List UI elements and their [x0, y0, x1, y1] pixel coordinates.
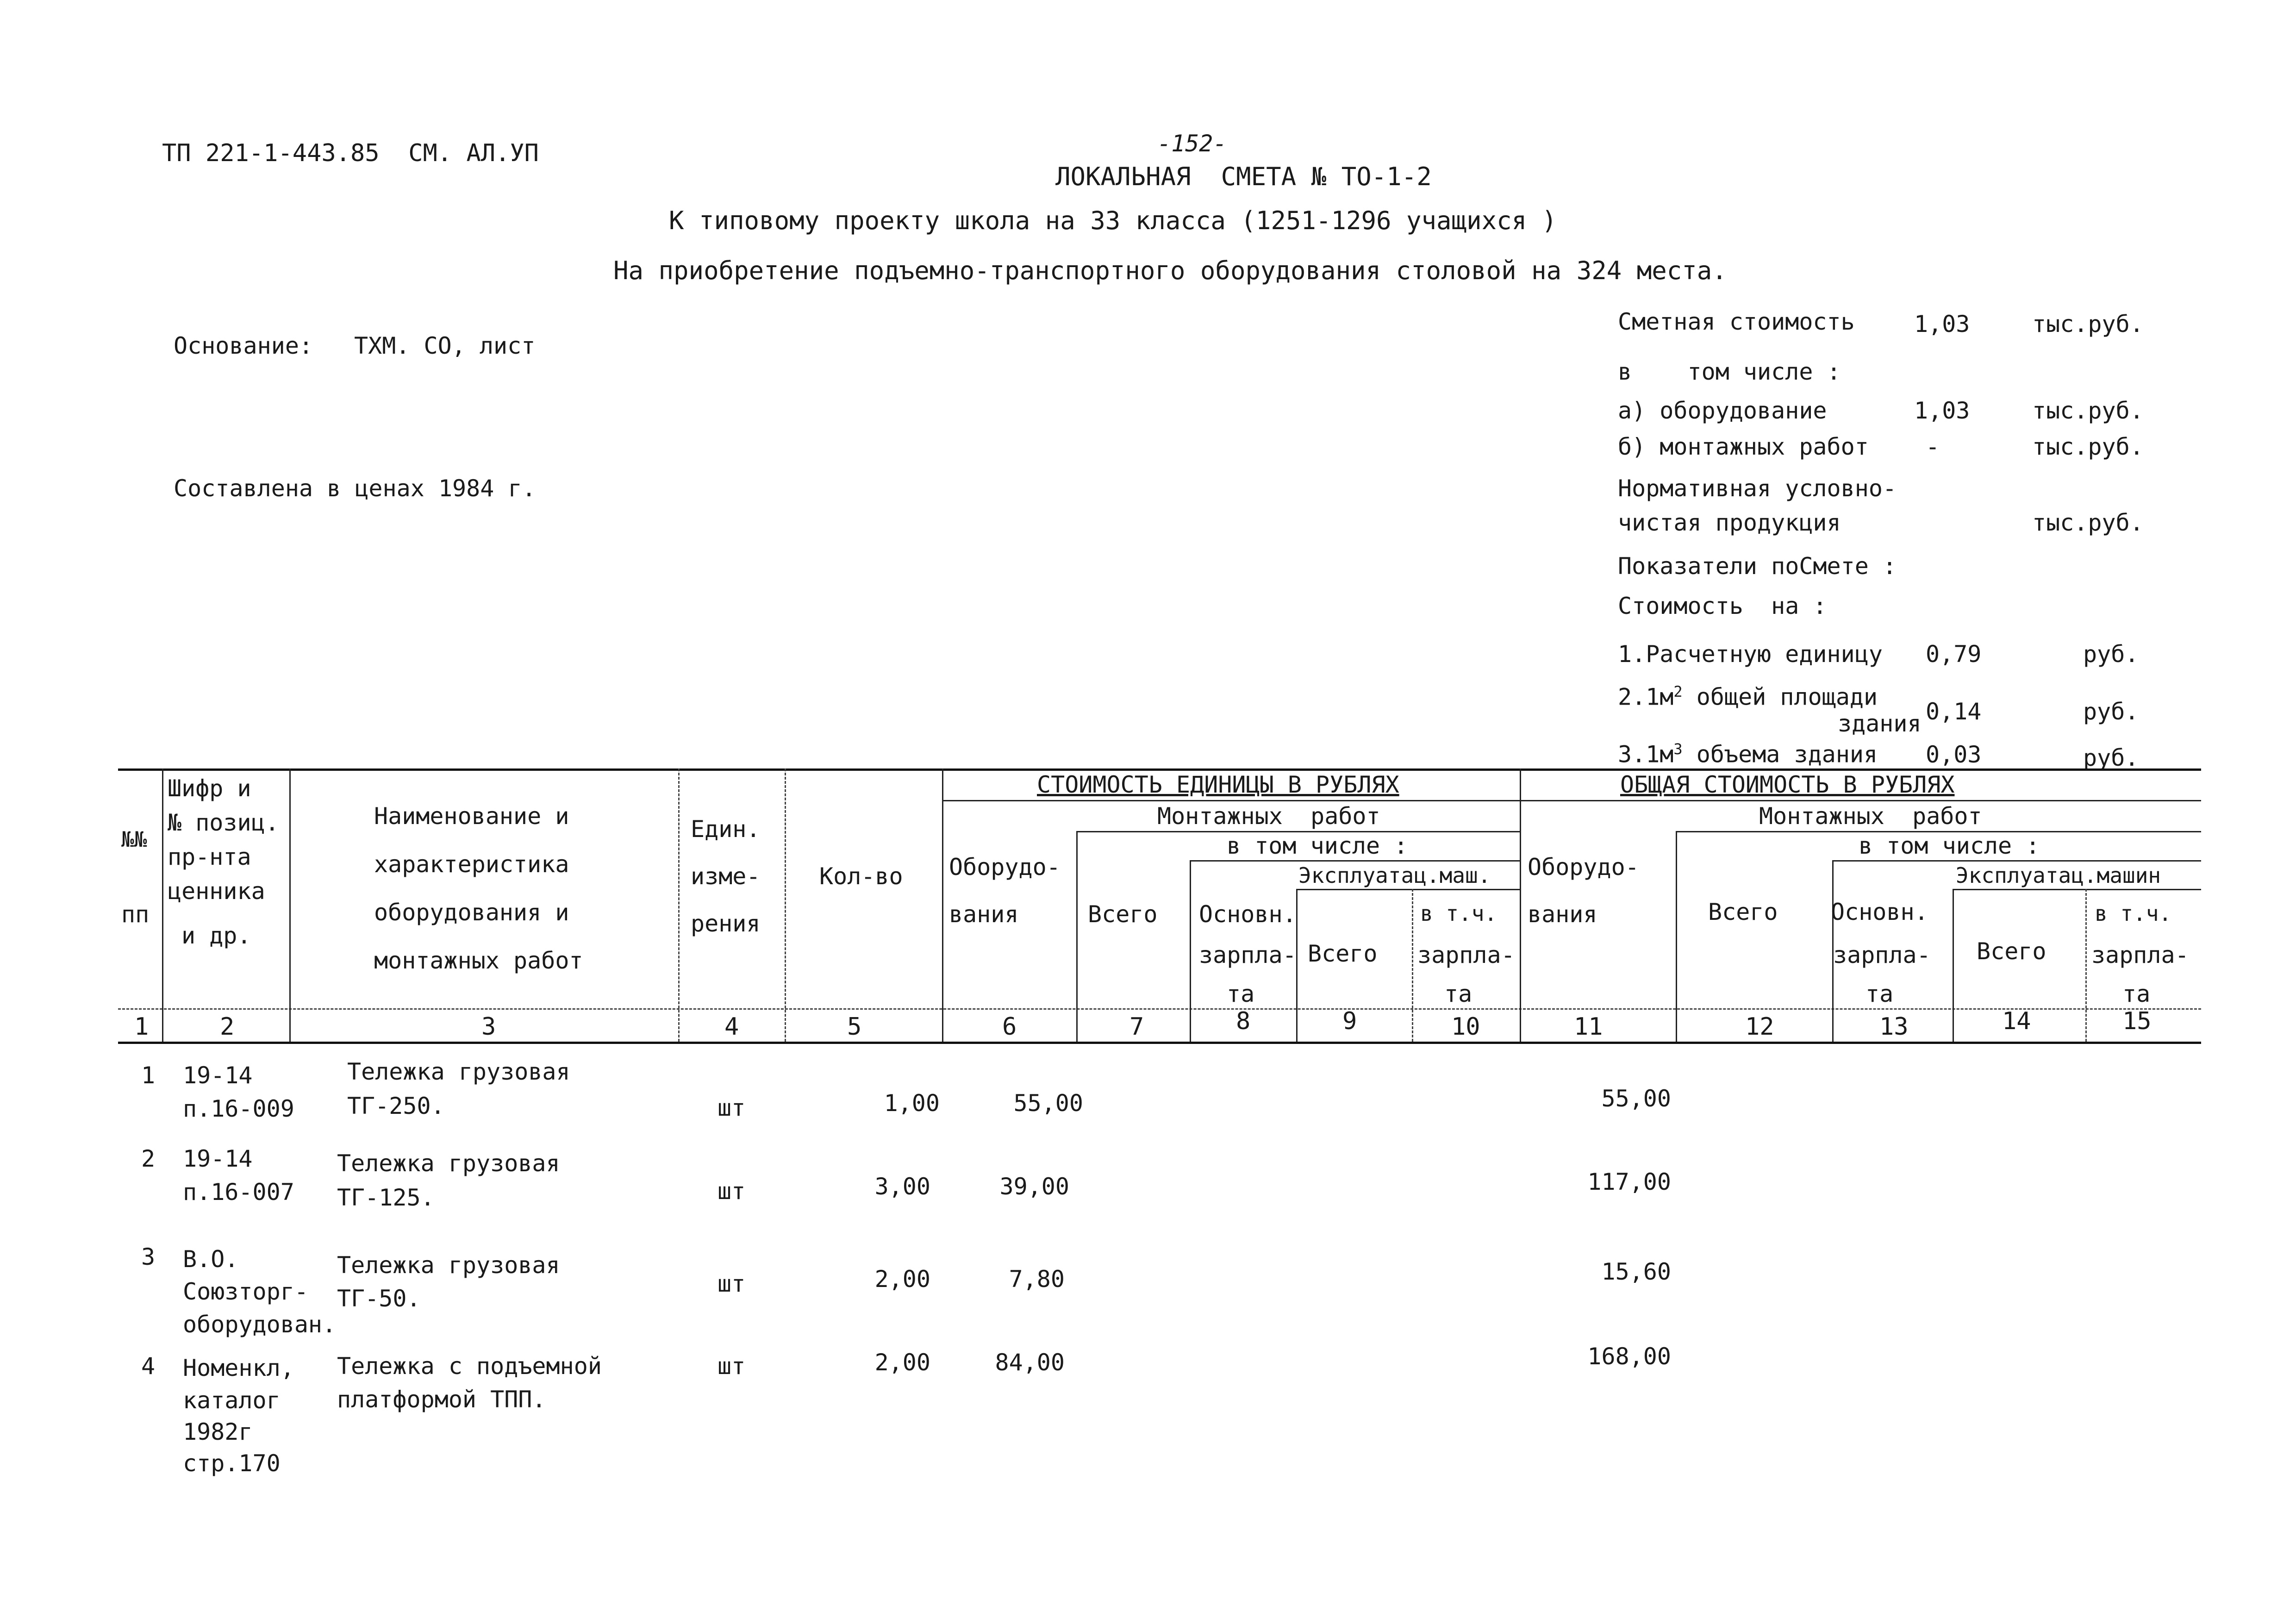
- col-number-8: 8: [1236, 1007, 1251, 1035]
- h-equip-total-1: Оборудо-: [1528, 854, 1639, 881]
- row-code-4: стр.170: [183, 1450, 281, 1477]
- col-divider-2: [289, 768, 291, 1042]
- header-rule-3b: [1832, 860, 2201, 862]
- h-unit-1: Един.: [691, 816, 761, 843]
- basis-label: Основание:: [174, 332, 313, 359]
- h-num-1: №№: [121, 827, 147, 852]
- row-code-2: Союзторг-: [183, 1278, 308, 1305]
- row-unit: шт: [718, 1270, 746, 1297]
- row-qty: 1,00: [884, 1090, 940, 1117]
- row-unit: шт: [718, 1353, 746, 1380]
- h-code-5: и др.: [181, 922, 251, 949]
- col-number-4: 4: [724, 1013, 739, 1041]
- row-price: 55,00: [1013, 1090, 1083, 1117]
- h-machine-unit: Эксплуатац.маш.: [1298, 863, 1491, 888]
- table-top-rule: [118, 768, 2201, 771]
- h-mach-all-total: Всего: [1977, 938, 2046, 965]
- row-code-3: оборудован.: [183, 1311, 337, 1338]
- volume-cost-value: 0,03: [1926, 741, 1982, 768]
- basis-value: ТХМ. СО, лист: [354, 332, 536, 359]
- h-basic-unit-2: зарпла-: [1199, 942, 1297, 968]
- row-price: 84,00: [995, 1349, 1065, 1376]
- col-number-11: 11: [1574, 1013, 1603, 1041]
- col-divider-9: [1412, 889, 1413, 1042]
- h-unit-3: рения: [691, 910, 761, 937]
- unit-cost-label: 1.Расчетную единицу: [1618, 641, 1883, 668]
- col-divider-11: [1676, 831, 1677, 1042]
- h-mach-all-unit: Всего: [1308, 940, 1378, 967]
- h-num-2: пп: [121, 901, 150, 928]
- col-divider-10: [1520, 768, 1521, 1042]
- h-all-total: Всего: [1708, 899, 1778, 925]
- h-machine-total: Эксплуатац.машин: [1956, 863, 2161, 888]
- row-name-1: Тележка грузовая: [337, 1252, 560, 1279]
- h-code-1: Шифр и: [168, 775, 251, 802]
- row-code-2: п.16-007: [183, 1179, 294, 1206]
- indicators-label: Показатели поСмете :: [1618, 553, 1897, 580]
- h-basic-total-1: Основн.: [1831, 899, 1928, 925]
- h-incl-total-1: в т.ч.: [2095, 901, 2172, 926]
- h-total-cost: ОБЩАЯ СТОИМОСТЬ В РУБЛЯХ: [1620, 771, 1955, 798]
- row-qty: 3,00: [874, 1173, 930, 1200]
- h-unit-2: изме-: [691, 863, 761, 890]
- including-label: в том числе :: [1618, 358, 1841, 385]
- col-number-2: 2: [220, 1013, 235, 1041]
- h-incl-unit-3: та: [1444, 981, 1472, 1007]
- normative-unit: тыс.руб.: [2032, 509, 2144, 536]
- col-number-12: 12: [1745, 1013, 1774, 1041]
- row-code-1: Номенкл,: [183, 1355, 294, 1381]
- estimated-cost-label: Сметная стоимость: [1618, 308, 1855, 335]
- h-incl-unit-2: зарпла-: [1417, 942, 1515, 968]
- h-all-unit: Всего: [1088, 901, 1158, 928]
- h-including-total: в том числе :: [1859, 832, 2040, 859]
- col-number-5: 5: [847, 1013, 862, 1041]
- col-number-10: 10: [1451, 1013, 1480, 1041]
- row-qty: 2,00: [874, 1266, 930, 1293]
- row-price: 39,00: [999, 1173, 1069, 1200]
- row-name-2: ТГ-50.: [337, 1285, 421, 1312]
- area-cost-value: 0,14: [1926, 698, 1982, 725]
- h-basic-unit-1: Основн.: [1199, 901, 1297, 928]
- h-unit-cost: СТОИМОСТЬ ЕДИНИЦЫ В РУБЛЯХ: [1037, 771, 1399, 798]
- h-incl-total-2: зарпла-: [2091, 942, 2189, 968]
- row-num: 2: [141, 1145, 156, 1172]
- table-header-bottom-rule: [118, 1042, 2201, 1044]
- row-total: 168,00: [1587, 1343, 1671, 1370]
- estimated-cost-value: 1,03: [1914, 311, 1970, 337]
- h-install-unit: Монтажных работ: [1157, 803, 1380, 830]
- row-code-1: В.О.: [183, 1246, 239, 1273]
- row-total: 117,00: [1587, 1168, 1671, 1195]
- h-basic-unit-3: та: [1227, 981, 1255, 1007]
- installation-unit: тыс.руб.: [2032, 433, 2144, 460]
- col-number-13: 13: [1879, 1013, 1909, 1041]
- h-qty: Кол-во: [819, 863, 903, 890]
- h-name-3: оборудования и: [374, 899, 569, 926]
- h-name-4: монтажных работ: [374, 947, 583, 974]
- col-divider-7: [1190, 860, 1191, 1042]
- area-cost-unit: руб.: [2083, 698, 2139, 725]
- col-divider-3: [678, 768, 680, 1042]
- header-rule-4a: [1296, 889, 1520, 890]
- volume-cost-label: $3.1м^3$ объема здания: [1618, 740, 1878, 768]
- col-divider-6: [1076, 831, 1078, 1042]
- row-unit: шт: [718, 1094, 746, 1121]
- h-code-2: № позиц.: [168, 809, 279, 836]
- col-divider-5: [942, 768, 943, 1042]
- col-number-3: 3: [481, 1013, 496, 1041]
- h-equip-total-2: вания: [1528, 901, 1597, 928]
- area-cost-label-2: здания: [1838, 710, 1922, 737]
- row-price: 7,80: [1009, 1266, 1065, 1293]
- h-name-2: характеристика: [374, 851, 569, 878]
- project-code: ТП 221-1-443.85 СМ. АЛ.УП: [162, 139, 539, 167]
- h-incl-total-3: та: [2122, 981, 2151, 1007]
- unit-cost-unit: руб.: [2083, 641, 2139, 668]
- col-number-1: 1: [134, 1013, 149, 1041]
- installation-value: -: [1926, 433, 1940, 460]
- header-rule-3a: [1190, 860, 1520, 862]
- compiled-prices: Составлена в ценах 1984 г.: [174, 475, 536, 502]
- row-total: 55,00: [1601, 1085, 1671, 1112]
- h-code-3: пр-нта: [168, 843, 251, 870]
- col-number-9: 9: [1342, 1007, 1357, 1035]
- area-cost-label: $2.1м^2$ общей площади: [1618, 683, 1878, 711]
- row-name-1: Тележка с подъемной: [337, 1353, 602, 1380]
- row-num: 3: [141, 1243, 156, 1270]
- installation-label: б) монтажных работ: [1618, 433, 1869, 460]
- col-divider-4: [785, 768, 786, 1042]
- row-code-3: 1982г: [183, 1418, 253, 1445]
- col-divider-13: [1953, 889, 1954, 1042]
- col-divider-1: [162, 768, 163, 1042]
- h-name-1: Наименование и: [374, 803, 569, 830]
- document-subtitle: К типовому проекту школа на 33 класса (1251-1296 учащихся ): [669, 206, 1557, 235]
- row-name-1: Тележка грузовая: [337, 1150, 560, 1177]
- col-number-7: 7: [1129, 1013, 1144, 1041]
- row-name-2: ТГ-125.: [337, 1184, 435, 1211]
- row-num: 1: [141, 1062, 156, 1089]
- h-incl-unit-1: в т.ч.: [1420, 901, 1497, 926]
- page-number: -152-: [1157, 130, 1227, 157]
- normative-label: Нормативная условно-: [1618, 475, 1897, 502]
- row-num: 4: [141, 1353, 156, 1380]
- row-code-2: п.16-009: [183, 1095, 294, 1122]
- header-rule-4b: [1953, 889, 2201, 890]
- row-qty: 2,00: [874, 1349, 930, 1376]
- col-number-6: 6: [1002, 1013, 1017, 1041]
- header-rule-1: [942, 800, 2201, 801]
- h-basic-total-2: зарпла-: [1833, 942, 1931, 968]
- equipment-unit: тыс.руб.: [2032, 397, 2144, 424]
- row-code-1: 19-14: [183, 1062, 253, 1089]
- h-including-unit: в том числе :: [1227, 832, 1408, 859]
- estimated-cost-unit: тыс.руб.: [2032, 311, 2144, 337]
- row-name-1: Тележка грузовая: [347, 1058, 570, 1085]
- equipment-value: 1,03: [1914, 397, 1970, 424]
- h-equip-unit-2: вания: [949, 901, 1019, 928]
- col-number-14: 14: [2002, 1007, 2031, 1035]
- row-code-1: 19-14: [183, 1145, 253, 1172]
- normative-label-2: чистая продукция: [1618, 509, 1841, 536]
- row-code-2: каталог: [183, 1387, 281, 1414]
- row-total: 15,60: [1601, 1258, 1671, 1285]
- document-purpose: На приобретение подъемно-транспортного оборудования столовой на 324 места.: [613, 256, 1727, 285]
- unit-cost-value: 0,79: [1926, 641, 1982, 668]
- h-code-4: ценника: [168, 878, 265, 905]
- row-name-2: платформой ТПП.: [337, 1386, 546, 1413]
- h-basic-total-3: та: [1866, 981, 1894, 1007]
- row-unit: шт: [718, 1178, 746, 1205]
- row-name-2: ТГ-250.: [347, 1093, 445, 1119]
- cost-per-label: Стоимость на :: [1618, 593, 1827, 619]
- col-divider-14: [2085, 889, 2087, 1042]
- document-title: ЛОКАЛЬНАЯ СМЕТА № ТО-1-2: [1055, 162, 1432, 191]
- equipment-label: а) оборудование: [1618, 397, 1827, 424]
- h-equip-unit-1: Оборудо-: [949, 854, 1061, 881]
- h-install-total: Монтажных работ: [1759, 803, 1982, 830]
- volume-cost-unit: руб.: [2083, 744, 2139, 771]
- col-number-15: 15: [2122, 1007, 2152, 1035]
- column-number-top-rule: [118, 1008, 2201, 1010]
